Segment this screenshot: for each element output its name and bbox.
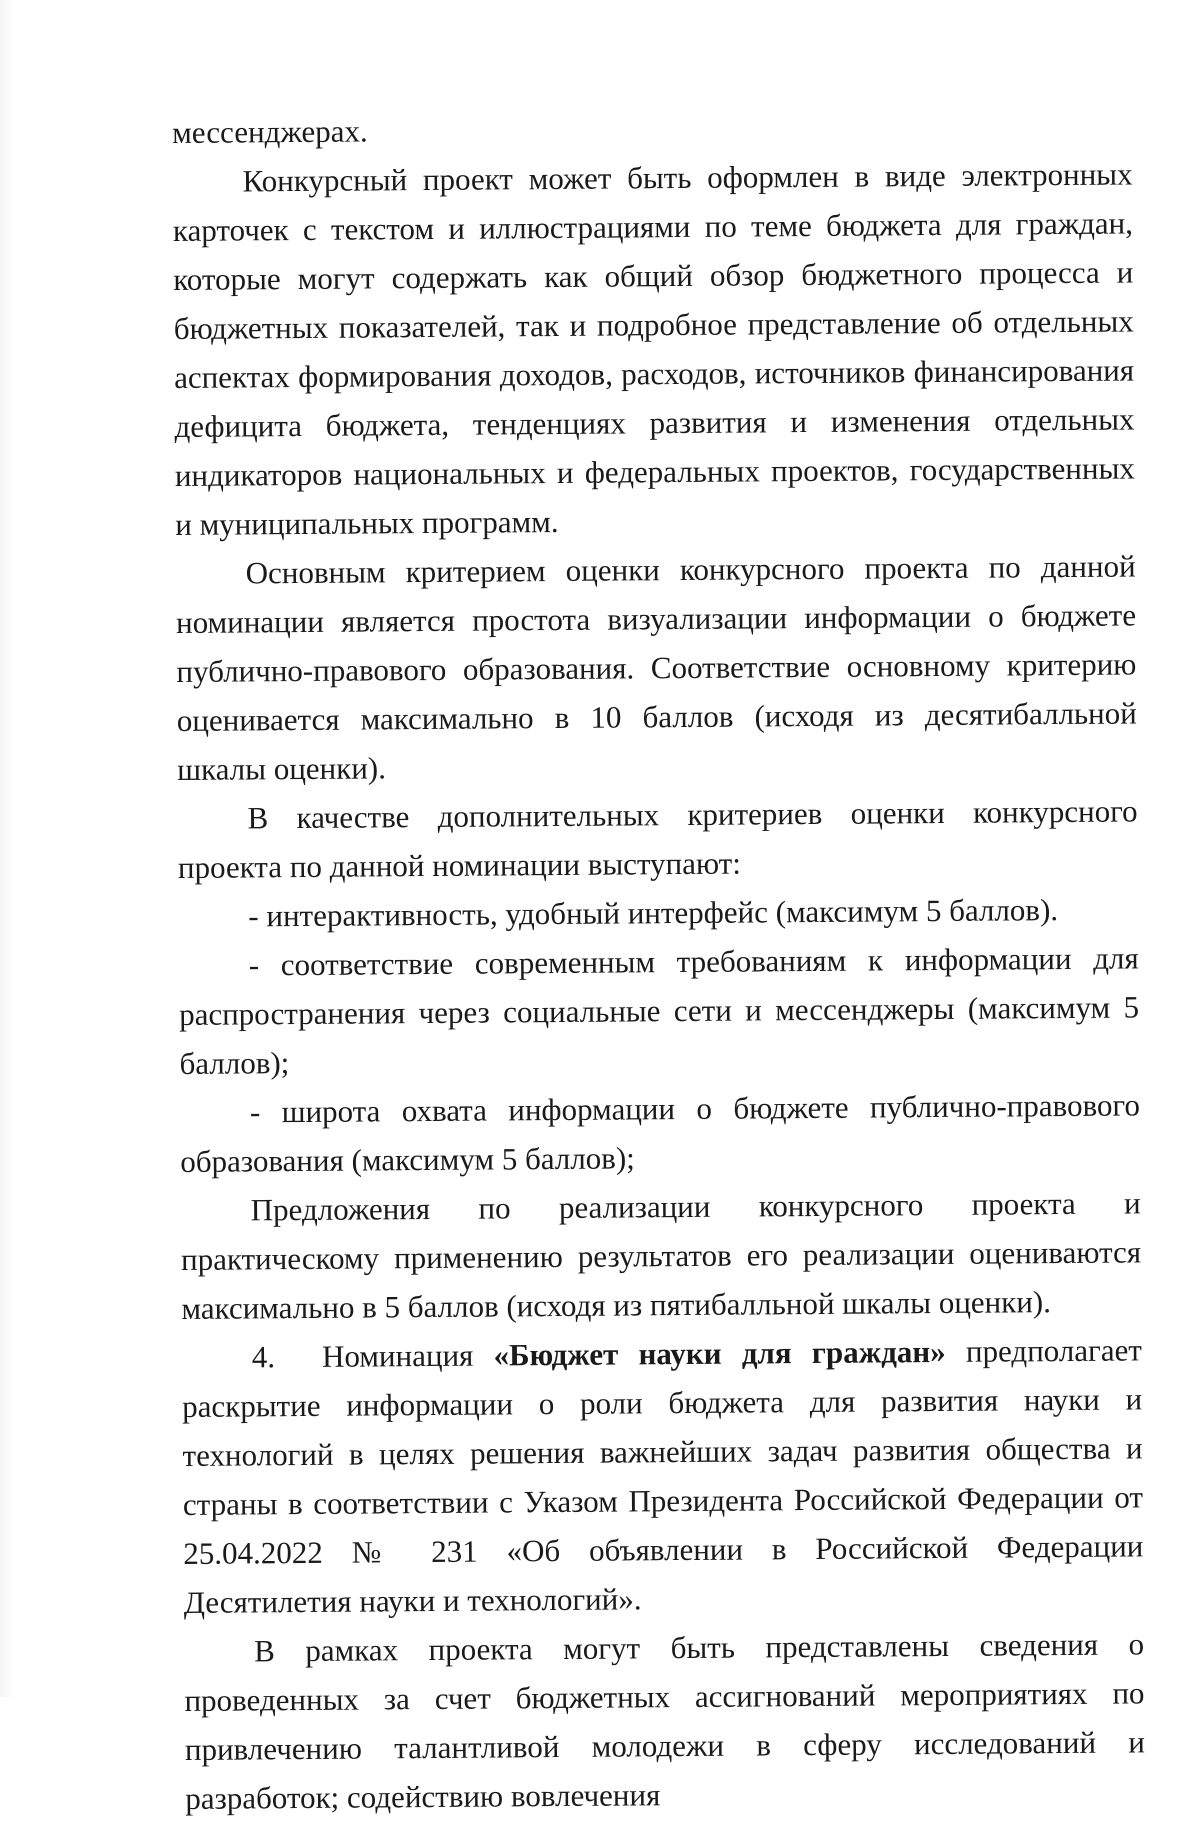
paragraph-proposals: Предложения по реализации конкурсного проекта и практическому применению результатов его реализации оцениваются максимально в 5 баллов (исходя из пятибалльной шкалы оценки). <box>180 1185 1142 1326</box>
list-item-interactivity: - интерактивность, удобный интерфейс (максимум 5 баллов). <box>248 892 1059 934</box>
nomination-number: 4. <box>251 1339 276 1375</box>
paragraph-project-format: Конкурсный проект может быть оформлен в виде электронных карточек с текстом и иллюстрациями по теме бюджета для граждан, которые могут содержать как общий обзор бюджетного процесса и бюджетных показателей, так и подробное представление об отдельных аспектах формирования доходов, расходов, источников финансирования дефицита бюджета, тенденциях развития и изменения отдельных индикаторов национальных и федеральных проектов, государственных и муниципальных программ. <box>172 156 1135 542</box>
paragraph-project-scope: В рамках проекта могут быть представлены сведения о проведенных за счет бюджетных ассигнований мероприятиях по привлечению талантливой молодежи в сферу исследований и разработок; содействию вовлечения <box>184 1626 1145 1816</box>
document-body <box>172 100 1145 1822</box>
paragraph-additional-criteria: В качестве дополнительных критериев оценки конкурсного проекта по данной номинации выступают: <box>177 793 1138 885</box>
paragraph-continuation: мессенджерах. <box>172 113 368 150</box>
paragraph-nomination-4 <box>182 1325 1144 1627</box>
nomination-lead: Номинация <box>321 1337 474 1374</box>
nomination-description: предполагает раскрытие информации о роли бюджета для развития науки и технологий в целях решения важнейших задач развития общества и страны в соответствии с Указом Президента Российской Федерации от 25.04.2022 № 231 «Об объявлении в Российской Федерации Десятилетия науки и технологий». <box>182 1332 1144 1620</box>
list-item-social-networks: - соответствие современным требованиям к информации для распространения через социальные сети и мессенджеры (максимум 5 баллов); <box>178 940 1140 1081</box>
scan-edge <box>0 0 14 1697</box>
paragraph-main-criterion: Основным критерием оценки конкурсного проекта по данной номинации является простота визуализации информации о бюджете публично-правового образования. Соответствие основному критерию оценивается максимально в 10 баллов (исходя из десятибалльной шкалы оценки). <box>175 548 1137 787</box>
list-item-coverage: - широта охвата информации о бюджете публично-правового образования (максимум 5 баллов); <box>180 1087 1140 1179</box>
nomination-title: «Бюджет науки для граждан» <box>493 1333 946 1373</box>
